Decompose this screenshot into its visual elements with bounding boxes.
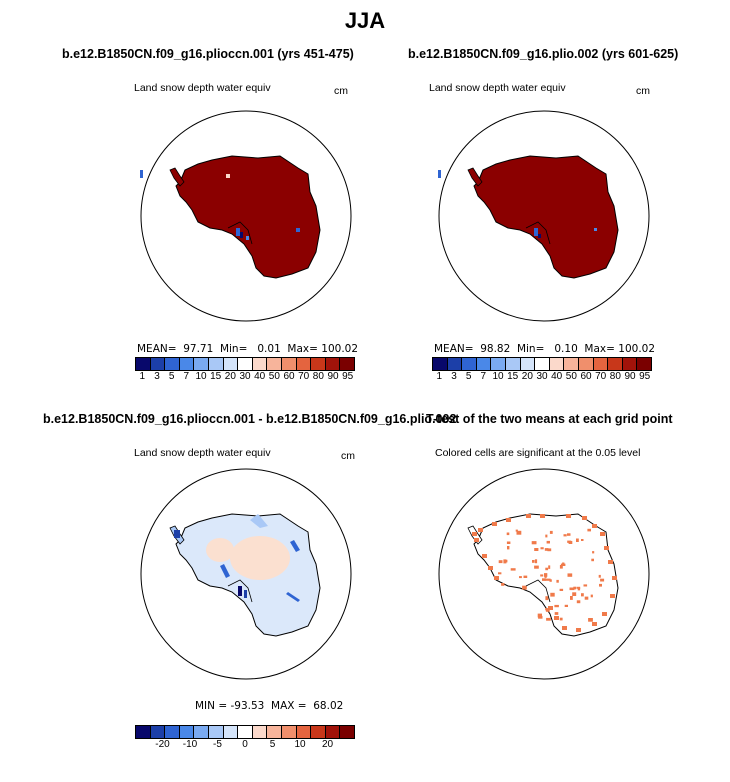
significant-cell [550,531,553,534]
significant-cell [560,589,564,591]
colorbar-tick-label: -20 [155,739,170,750]
significant-cell [610,594,615,598]
significant-cell [547,541,550,544]
significant-cell [562,563,564,565]
panel-title-top-left: b.e12.B1850CN.f09_g16.plioccn.001 (yrs 451-475) [62,47,354,61]
significant-cell [576,628,581,632]
colorbar-swatch [340,726,354,738]
significant-cell [501,583,504,586]
colorbar-swatch [267,358,282,370]
significant-cell [560,618,563,621]
colorbar-swatch [209,358,224,370]
significant-cell [608,560,613,564]
significant-cell [568,573,573,576]
colorbar-top-right [432,357,652,383]
colorbar-swatch [637,358,651,370]
significant-cell [541,547,544,549]
significant-cell [494,576,499,580]
colorbar-tick-label: 95 [342,371,354,382]
colorbar-swatch [326,358,341,370]
significant-cell [550,593,554,597]
positive-anomaly-region [206,538,234,562]
colorbar-swatch [311,358,326,370]
low-snow-cell [246,236,249,240]
significant-cell [592,551,594,553]
colorbar-swatch [209,726,224,738]
low-snow-cell [140,170,143,178]
colorbar-tick-label: 7 [183,371,190,382]
variable-label-top-right: Land snow depth water equiv [429,82,566,94]
significant-cell [564,534,567,536]
colorbar-tick-label: 5 [465,371,472,382]
significant-cell [572,592,576,596]
colorbar-swatch [253,726,268,738]
significant-cell [507,546,509,549]
stats-top-right: MEAN= 98.82 Min= 0.10 Max= 100.02 [434,343,656,355]
significant-cell [499,560,503,563]
colorbar-swatch [282,358,297,370]
colorbar-swatch [253,358,268,370]
low-snow-cell [296,228,300,232]
significant-cell [534,548,538,551]
significant-cell [544,573,547,577]
colorbar-swatch [535,358,550,370]
significant-cell [545,608,548,610]
significant-cell [599,575,601,578]
significant-cell [545,535,547,538]
significant-cell [567,541,571,543]
colorbar-tick-label: 20 [521,371,533,382]
colorbar-swatch [491,358,506,370]
variable-label-bottom-right: Colored cells are significant at the 0.05 level [435,447,641,459]
map-top-left [140,110,352,322]
significant-cell [599,584,602,587]
significant-cell [540,574,543,576]
significant-cell [587,529,591,532]
colorbar-swatch [594,358,609,370]
significant-cell [547,548,551,551]
colorbar-swatch [608,358,623,370]
colorbar-tick-label: 30 [239,371,251,382]
low-snow-cell [594,228,597,231]
significant-cell [534,566,539,569]
colorbar-swatch [297,726,312,738]
low-snow-cell [538,234,541,238]
colorbar-swatch [151,726,166,738]
colorbar-swatch [194,358,209,370]
significant-cell [602,612,607,616]
variable-label-top-left: Land snow depth water equiv [134,82,271,94]
significant-cell [585,597,589,600]
units-label-bottom-left: cm [341,450,355,462]
significant-cell [562,626,567,630]
colorbar-swatch [165,726,180,738]
colorbar-swatch [165,358,180,370]
units-label-top-right: cm [636,85,650,97]
colorbar-tick-label: 95 [639,371,651,382]
significant-cell [573,587,576,590]
significant-cell [488,566,493,570]
significant-cell [577,587,581,589]
significant-cell [556,580,558,583]
significant-cell [522,586,527,590]
low-snow-cell [438,170,441,178]
low-snow-cell [226,174,230,178]
significant-cell [498,572,501,574]
significant-cell [526,514,531,518]
colorbar-swatch [311,726,326,738]
colorbar-tick-label: 10 [492,371,504,382]
colorbar-tick-label: 80 [609,371,621,382]
significant-cell [577,600,581,603]
significant-cell [582,516,587,520]
colorbar-swatch [282,726,297,738]
colorbar-tick-label: 20 [321,739,334,750]
colorbar-tick-label: 70 [595,371,607,382]
significant-cell [516,530,518,532]
significant-cell [546,579,551,581]
figure-title: JJA [344,8,386,33]
significant-cell [474,538,479,542]
colorbar-tick-label: 5 [269,739,276,750]
colorbar-swatch [224,358,239,370]
significant-cell [554,616,559,620]
colorbar-swatch [623,358,638,370]
colorbar-tick-label: 10 [195,371,207,382]
panel-title-top-right: b.e12.B1850CN.f09_g16.plio.002 (yrs 601-625) [408,47,679,61]
significant-cell [542,578,546,581]
significant-cell [524,576,528,578]
significant-cell [604,546,609,550]
colorbar-swatch [433,358,448,370]
negative-anomaly-cell [238,586,242,596]
significant-cell [535,559,537,563]
negative-anomaly-cell [244,590,247,598]
colorbar-swatch [238,726,253,738]
colorbar-swatch [238,358,253,370]
significant-cell [545,596,548,600]
significant-cell [545,568,548,571]
colorbar-swatch [224,726,239,738]
significant-cell [472,532,477,536]
stats-top-left: MEAN= 97.71 Min= 0.01 Max= 100.02 [137,343,359,355]
units-label-top-left: cm [334,85,348,97]
low-snow-cell [240,232,243,238]
significant-cell [548,565,550,569]
colorbar-tick-label: 1 [436,371,443,382]
map-top-right [438,110,650,322]
significant-cell [565,605,568,607]
variable-label-bottom-left: Land snow depth water equiv [134,447,271,459]
low-snow-cell [534,228,538,236]
significant-cell [506,518,511,522]
significant-cell [555,612,559,615]
colorbar-tick-label: 1 [139,371,146,382]
significant-cell [584,584,588,586]
colorbar-tick-label: 70 [298,371,310,382]
positive-anomaly-region [230,536,290,580]
colorbar-swatch [477,358,492,370]
significant-cell [600,532,605,536]
colorbar-swatch [340,358,354,370]
colorbar-swatch [180,358,195,370]
significant-cell [538,614,542,618]
significant-cell [591,595,593,598]
significant-cell [519,576,522,578]
significant-cell [532,541,537,544]
significant-cell [592,622,597,626]
colorbar-tick-label: 20 [224,371,236,382]
significant-cell [612,576,617,580]
significant-cell [546,618,551,621]
significant-cell [478,528,483,532]
colorbar-tick-label: 40 [254,371,266,382]
colorbar-tick-label: 0 [242,739,248,750]
colorbar-swatch [180,726,195,738]
colorbar-tick-label: 10 [294,739,306,750]
significant-cell [592,524,597,528]
significant-cell [511,568,516,570]
colorbar-tick-label: 50 [268,371,280,382]
colorbar-swatch [151,358,166,370]
colorbar-swatch [521,358,536,370]
low-snow-cell [236,228,240,236]
map-bottom-left [140,468,352,680]
colorbar-swatch [136,726,151,738]
colorbar-swatch [267,726,282,738]
significant-cell [532,560,535,563]
significant-cell [570,596,573,600]
colorbar-swatch [136,358,151,370]
colorbar-tick-label: 60 [580,371,592,382]
colorbar-swatch [564,358,579,370]
colorbar-tick-label: 5 [168,371,175,382]
colorbar-tick-label: 15 [210,371,222,382]
significant-cell [503,559,506,563]
colorbar-swatch [550,358,565,370]
significant-cell [581,539,584,541]
panel-title-bottom-left: b.e12.B1850CN.f09_g16.plioccn.001 - b.e12.B1850CN.f09_g16.plio.002 [43,412,457,426]
significant-cell [567,533,571,536]
colorbar-tick-label: 90 [327,371,339,382]
significant-cell [492,522,497,526]
colorbar-tick-label: 3 [451,371,457,382]
colorbar-tick-label: 7 [480,371,487,382]
colorbar-swatch [326,726,341,738]
colorbar-tick-label: 60 [283,371,295,382]
colorbar-tick-label: 90 [624,371,636,382]
colorbar-tick-label: -10 [182,739,198,750]
significant-cell [576,539,579,543]
colorbar-swatch [506,358,521,370]
stats-bottom-left: MIN = -93.53 MAX = 68.02 [195,700,344,712]
colorbar-tick-label: 40 [551,371,563,382]
negative-anomaly-cell [174,530,180,538]
colorbar-tick-label: 50 [565,371,577,382]
colorbar-swatch [462,358,477,370]
colorbar-tick-label: -5 [213,739,222,750]
significant-cell [588,618,593,622]
panel-title-bottom-right: T-test of the two means at each grid point [426,412,673,426]
colorbar-tick-label: 3 [154,371,160,382]
colorbar-swatch [579,358,594,370]
colorbar-top-left [135,357,355,383]
significant-cell [581,593,584,596]
significant-cell [482,554,487,558]
significant-cell [591,559,594,562]
colorbar-tick-label: 30 [536,371,548,382]
significant-cell [600,579,604,582]
colorbar-swatch [297,358,312,370]
map-bottom-right [438,468,650,680]
colorbar-bottom-left [135,725,355,751]
significant-cell [554,605,559,607]
colorbar-swatch [194,726,209,738]
significant-cell [507,533,510,536]
colorbar-tick-label: 80 [312,371,324,382]
colorbar-tick-label: 15 [507,371,519,382]
colorbar-swatch [448,358,463,370]
significant-cell [507,542,511,545]
significant-cell [540,514,545,518]
significant-cell [566,514,571,518]
